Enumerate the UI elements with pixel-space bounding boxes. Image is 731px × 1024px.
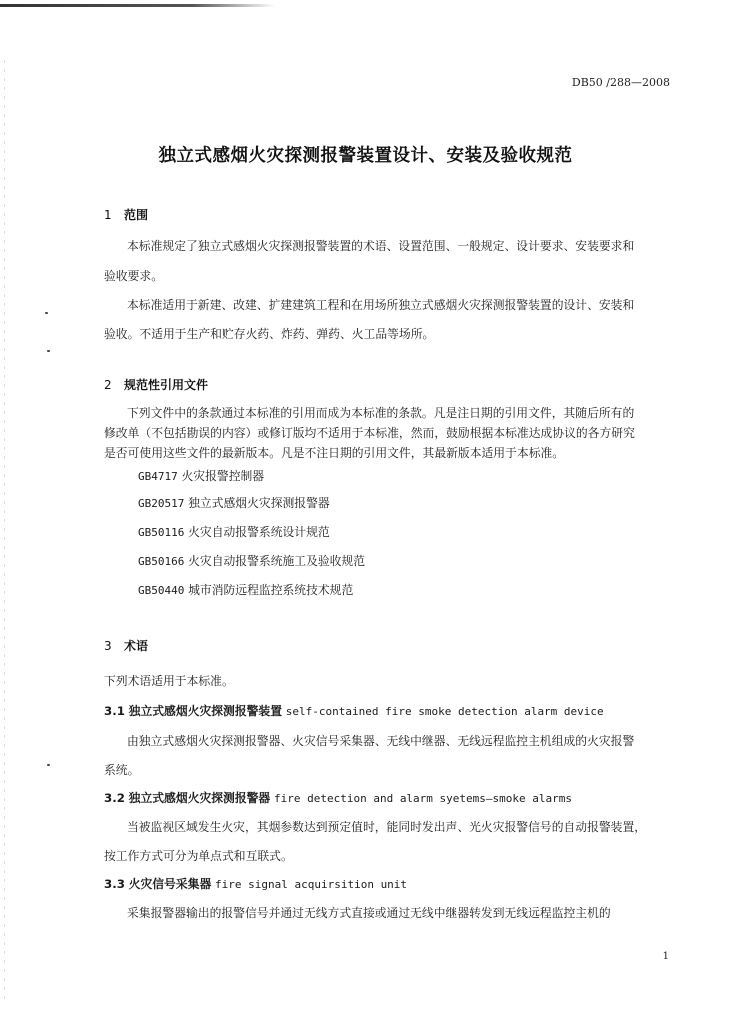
term-heading [104, 875, 407, 892]
reference-item [138, 523, 330, 540]
paragraph-line: 按工作方式可分为单点式和互联式。 [104, 849, 293, 863]
term-number: 3.2 [104, 791, 125, 805]
term-heading [104, 789, 572, 806]
reference-code: GB50166 [138, 555, 185, 568]
reference-name: 火灾报警控制器 [181, 469, 265, 483]
reference-item [138, 467, 264, 484]
section-number: 2 [104, 378, 112, 392]
term-name: 火灾信号采集器 [128, 877, 212, 891]
term-heading [104, 702, 604, 719]
paragraph-line: 修改单（不包括勘误的内容）或修订版均不适用于本标准，然而，鼓励根据本标准达成协议的各方研究 [104, 426, 635, 440]
reference-code: GB20517 [138, 497, 185, 510]
reference-item [138, 494, 330, 511]
document-title: 独立式感烟火灾探测报警装置设计、安装及验收规范 [158, 146, 573, 166]
term-english: self-contained fire smoke detection alarm device [285, 705, 604, 718]
reference-item [138, 581, 353, 598]
paragraph-line: 下列术语适用于本标准。 [104, 674, 234, 688]
paragraph-line: 验收要求。 [104, 269, 163, 283]
reference-item [138, 552, 365, 569]
section-number: 1 [104, 208, 112, 222]
term-name: 独立式感烟火灾探测报警器 [128, 791, 271, 805]
document-number: DB50 /288—2008 [571, 76, 670, 89]
reference-code: GB4717 [138, 470, 178, 483]
paragraph-line: 本标准适用于新建、改建、扩建建筑工程和在用场所独立式感烟火灾探测报警装置的设计、安装和 [127, 298, 635, 312]
term-name: 独立式感烟火灾探测报警装置 [128, 704, 283, 718]
section-title: 范围 [124, 208, 149, 222]
scan-speck [47, 350, 50, 352]
paragraph-line: 本标准规定了独立式感烟火灾探测报警装置的术语、设置范围、一般规定、设计要求、安装要求和 [127, 239, 635, 253]
scan-speck [47, 764, 50, 766]
paragraph-line: 是否可使用这些文件的最新版本。凡是不注日期的引用文件，其最新版本适用于本标准。 [104, 446, 565, 460]
paragraph-line: 下列文件中的条款通过本标准的引用而成为本标准的条款。凡是注日期的引用文件，其随后所有的 [127, 406, 635, 420]
page-number: 1 [662, 951, 669, 962]
scan-artifact-bar [0, 4, 275, 7]
term-number: 3.3 [104, 877, 125, 891]
paragraph-line: 采集报警器输出的报警信号并通过无线方式直接或通过无线中继器转发到无线远程监控主机的 [127, 906, 611, 920]
term-english: fire signal acquirsition unit [215, 878, 408, 891]
reference-name: 独立式感烟火灾探测报警器 [188, 496, 330, 510]
scan-speck [45, 312, 48, 314]
section-title: 规范性引用文件 [124, 378, 209, 392]
paragraph-line: 系统。 [104, 763, 140, 777]
section-3-heading [104, 637, 148, 654]
reference-code: GB50440 [138, 584, 185, 597]
section-2-heading [104, 376, 208, 393]
scan-artifact-edge [4, 60, 5, 1000]
term-number: 3.1 [104, 704, 125, 718]
paragraph-line: 验收。不适用于生产和贮存火药、炸药、弹药、火工品等场所。 [104, 327, 435, 341]
section-1-heading [104, 206, 148, 223]
term-english: fire detection and alarm syetems—smoke alarms [273, 792, 572, 805]
section-title: 术语 [124, 639, 149, 653]
reference-name: 火灾自动报警系统设计规范 [188, 525, 330, 539]
paragraph-line: 当被监视区域发生火灾，其烟参数达到预定值时，能同时发出声、光火灾报警信号的自动报警装置， [127, 820, 647, 834]
section-number: 3 [104, 639, 112, 653]
paragraph-line: 由独立式感烟火灾探测报警器、火灾信号采集器、无线中继器、无线远程监控主机组成的火灾报警 [127, 734, 635, 748]
reference-code: GB50116 [138, 526, 185, 539]
reference-name: 火灾自动报警系统施工及验收规范 [188, 554, 366, 568]
reference-name: 城市消防远程监控系统技术规范 [188, 583, 354, 597]
